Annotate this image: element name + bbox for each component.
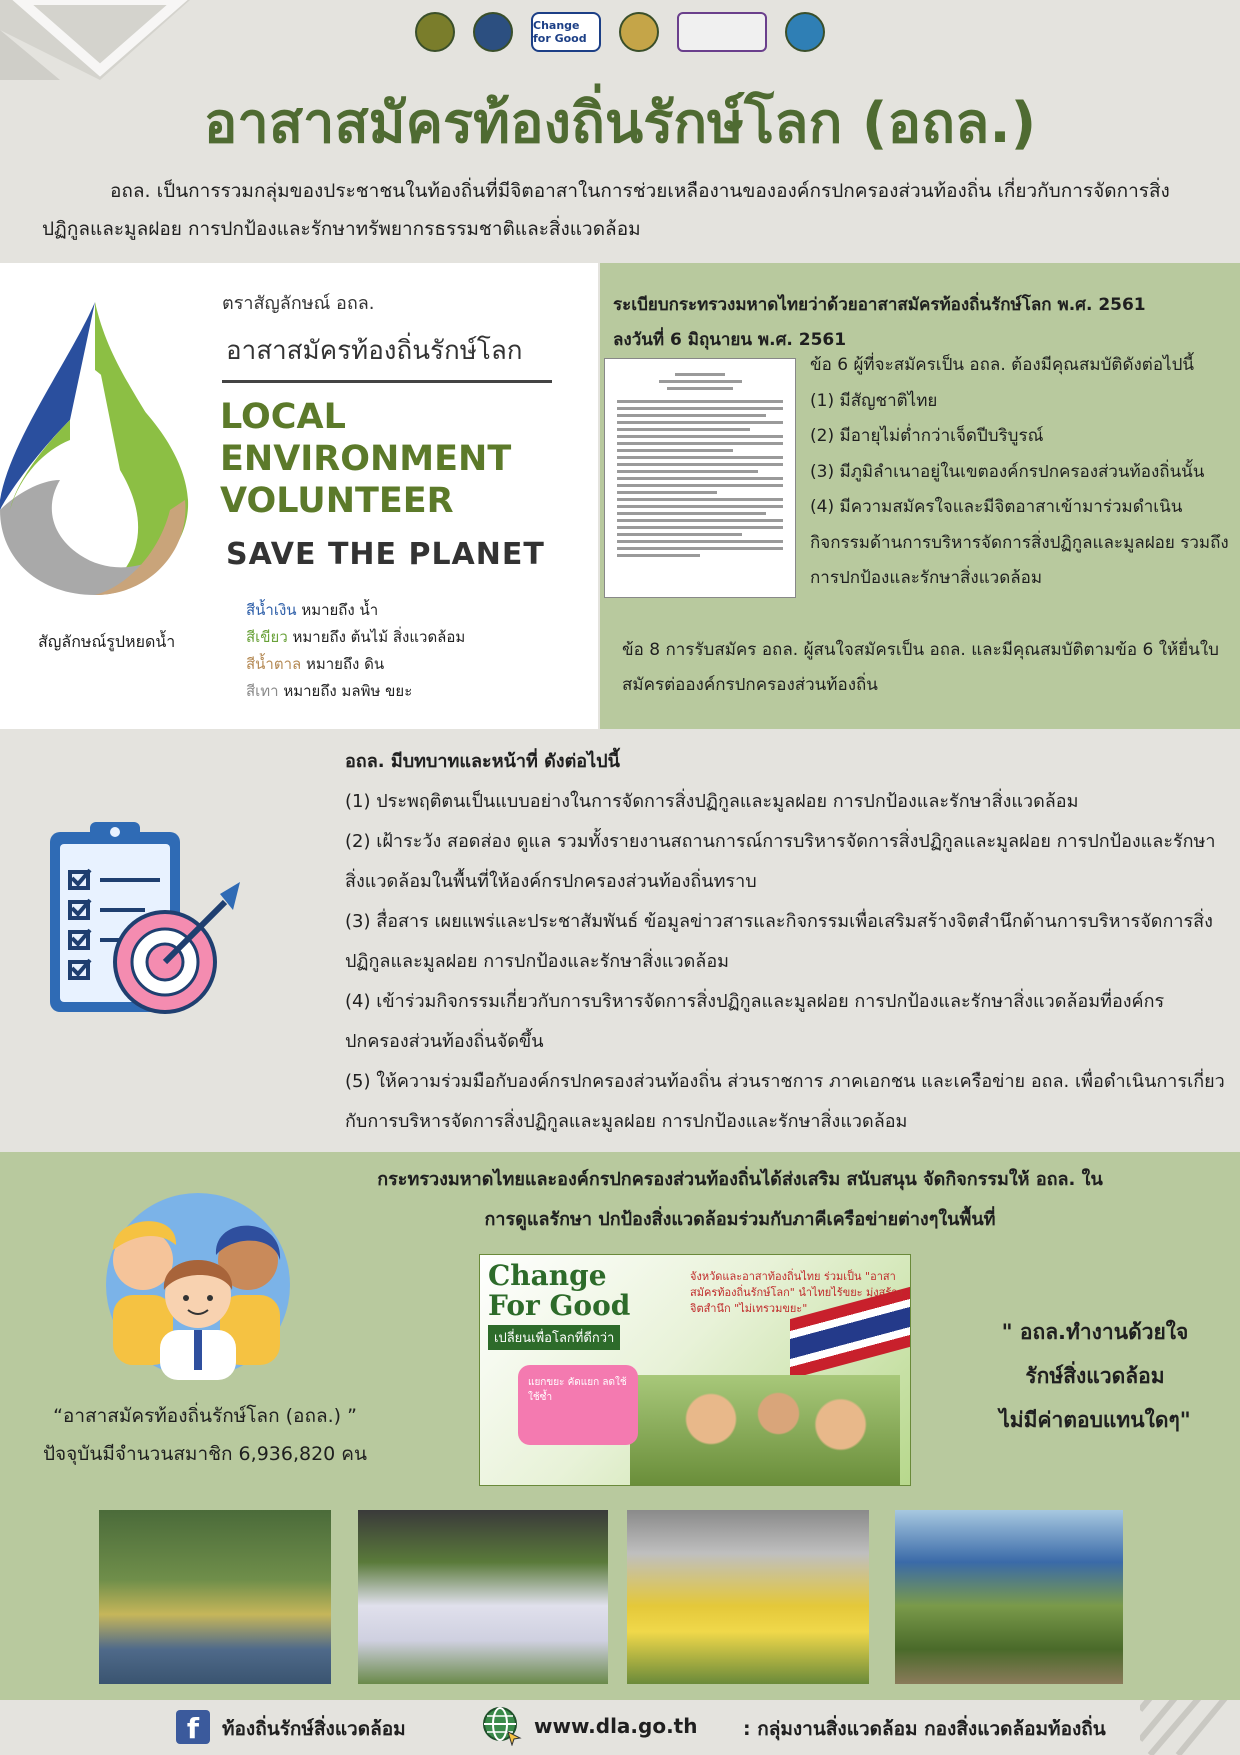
brand-english-line: LOCAL: [220, 397, 346, 437]
duties-heading: อถล. มีบทบาทและหน้าที่ ดังต่อไปนี้: [345, 751, 620, 772]
banner-brand-line: Change: [488, 1259, 607, 1292]
activity-photo-assembly: [627, 1510, 869, 1684]
banner-campaign-text: จังหวัดและอาสาท้องถิ่นไทย ร่วมเป็น "อาสาสมัครท้องถิ่นรักษ์โลก" นำไทยไร้ขยะ มุ่งสร้างจิตสำนึก "ไม่เทรวมขยะ": [690, 1270, 903, 1315]
legend-meaning: หมายถึง ต้นไม้ สิ่งแวดล้อม: [287, 628, 466, 646]
duty-item: (2) เฝ้าระวัง สอดส่อง ดูแล รวมทั้งรายงานสถานการณ์การบริหารจัดการสิ่งปฏิกูลและมูลฝอย การปกป้องและรักษาสิ่งแวดล้อมในพื้นที่ให้องค์กรปกครองส่วนท้องถิ่นทราบ: [345, 831, 1216, 892]
water-drop-logo-icon: [0, 300, 190, 600]
drop-caption: สัญลักษณ์รูปหยดน้ำ: [38, 632, 176, 651]
banner-brand: [488, 1261, 630, 1321]
page-title: อาสาสมัครท้องถิ่นรักษ์โลก (อถล.): [203, 91, 1037, 156]
intro-text: อถล. เป็นการรวมกลุ่มของประชาชนในท้องถิ่นที่มีจิตอาสาในการช่วยเหลืองานขององค์กรปกครองส่วนท้องถิ่น เกี่ยวกับการจัดการสิ่งปฏิกูลและมูลฝอย การปกป้องและรักษาทรัพยากรธรรมชาติและสิ่งแวดล้อม: [42, 180, 1170, 240]
legend-item: [246, 678, 465, 705]
members-title: “อาสาสมัครท้องถิ่นรักษ์โลก (อถล.) ”: [53, 1405, 357, 1427]
round-seal-icon: [785, 12, 825, 52]
brand-label: ตราสัญลักษณ์ อถล.: [222, 293, 375, 314]
brand-thai-name: อาสาสมัครท้องถิ่นรักษ์โลก: [226, 336, 523, 366]
facebook-icon[interactable]: f: [176, 1710, 210, 1744]
brand-english-name: [220, 396, 511, 522]
volunteer-quote: [965, 1310, 1225, 1442]
intro-paragraph: [42, 172, 1202, 248]
clause-6-item: (4) มีความสมัครใจและมีจิตอาสาเข้ามาร่วมดำเนินกิจกรรมด้านการบริหารจัดการสิ่งปฏิกูลและมูลฝอย รวมถึงการปกป้องและรักษาสิ่งแวดล้อม: [810, 497, 1229, 588]
brand-english-line: ENVIRONMENT: [220, 439, 512, 479]
department-banner-logo: [677, 12, 767, 52]
regulation-document-thumbnail: [604, 358, 796, 598]
legend-color-name: สีเทา: [246, 682, 279, 700]
banner-sticker: แยกขยะ คัดแยก ลดใช้ ใช้ซ้ำ: [518, 1365, 638, 1445]
legend-item: [246, 597, 465, 624]
duty-item: (1) ประพฤติตนเป็นแบบอย่างในการจัดการสิ่งปฏิกูลและมูลฝอย การปกป้องและรักษาสิ่งแวดล้อม: [345, 791, 1079, 812]
brand-divider: [222, 380, 552, 383]
website-link[interactable]: www.dla.go.th: [534, 1714, 698, 1738]
clause-6-item: (1) มีสัญชาติไทย: [810, 390, 938, 411]
activity-photo-canal-cleanup: [99, 1510, 331, 1684]
duty-item: (5) ให้ความร่วมมือกับองค์กรปกครองส่วนท้องถิ่น ส่วนราชการ ภาคเอกชน และเครือข่าย อถล. เพื่อดำเนินการเกี่ยวกับการบริหารจัดการสิ่งปฏิกูลและมูลฝอย การปกป้องและรักษาสิ่งแวดล้อม: [345, 1071, 1225, 1132]
anniversary-seal-icon: [619, 12, 659, 52]
volunteers-photo: [630, 1375, 900, 1485]
volunteers-group-icon: [98, 1190, 298, 1380]
activity-photo-students: [358, 1510, 608, 1684]
quote-line: รักษ์สิ่งแวดล้อม: [1025, 1364, 1165, 1388]
regulation-date-line: ลงวันที่ 6 มิถุนายน พ.ศ. 2561: [613, 330, 847, 350]
legend-meaning: หมายถึง มลพิษ ขยะ: [278, 682, 413, 700]
banner-brand-line: For Good: [488, 1289, 631, 1322]
emblem-icon: [473, 12, 513, 52]
legend-meaning: หมายถึง น้ำ: [296, 601, 379, 619]
quote-line: " อถล.ทำงานด้วยใจ: [1001, 1320, 1189, 1344]
legend-color-name: สีน้ำเงิน: [246, 601, 297, 619]
members-count: ปัจจุบันมีจำนวนสมาชิก 6,936,820 คน: [42, 1443, 367, 1465]
legend-color-name: สีเขียว: [246, 628, 288, 646]
clause-6-item: (3) มีภูมิลำเนาอยู่ในเขตองค์กรปกครองส่วนท้องถิ่นนั้น: [810, 461, 1205, 482]
brand-save-the-planet: SAVE THE PLANET: [226, 537, 545, 572]
clause-8: ข้อ 8 การรับสมัคร อถล. ผู้สนใจสมัครเป็น อถล. และมีคุณสมบัติตามข้อ 6 ให้ยื่นใบสมัครต่อองค์กรปกครองส่วนท้องถิ่น: [622, 640, 1219, 695]
clause-6: [810, 348, 1235, 597]
duty-item: (3) สื่อสาร เผยแพร่และประชาสัมพันธ์ ข้อมูลข่าวสารและกิจกรรมเพื่อเสริมสร้างจิตสำนึกด้านการบริหารจัดการสิ่งปฏิกูลและมูลฝอย การปกป้องและรักษาสิ่งแวดล้อม: [345, 911, 1213, 972]
legend-item: [246, 624, 465, 651]
quote-line: ไม่มีค่าตอบแทนใดๆ": [999, 1408, 1191, 1432]
legend-color-name: สีน้ำตาล: [246, 655, 302, 673]
support-text: กระทรวงมหาดไทยและองค์กรปกครองส่วนท้องถิ่นได้ส่งเสริม สนับสนุน จัดกิจกรรมให้ อถล. ในการดูแลรักษา ปกป้องสิ่งแวดล้อมร่วมกับภาคีเครือข่ายต่างๆในพื้นที่: [377, 1169, 1103, 1230]
legend-meaning: หมายถึง ดิน: [301, 655, 385, 673]
banner-tagline: เปลี่ยนเพื่อโลกที่ดีกว่า: [488, 1325, 620, 1350]
activity-photo-tree-planting: [895, 1510, 1123, 1684]
globe-icon[interactable]: [482, 1706, 522, 1746]
department-credit: : กลุ่มงานสิ่งแวดล้อม กองสิ่งแวดล้อมท้องถิ่น: [743, 1718, 1106, 1740]
clause-6-item: (2) มีอายุไม่ต่ำกว่าเจ็ดปีบริบูรณ์: [810, 426, 1044, 446]
seal-icon: [415, 12, 455, 52]
duty-item: (4) เข้าร่วมกิจกรรมเกี่ยวกับการบริหารจัดการสิ่งปฏิกูลและมูลฝอย การปกป้องและรักษาสิ่งแวดล้อมที่องค์กรปกครองส่วนท้องถิ่นจัดขึ้น: [345, 991, 1165, 1052]
members-info: [0, 1397, 410, 1473]
legend-item: [246, 651, 465, 678]
duties-list: [345, 742, 1225, 1142]
change-for-good-banner: [479, 1254, 911, 1486]
color-legend: [246, 597, 465, 705]
clipboard-target-icon: [45, 822, 245, 1022]
brand-english-line: VOLUNTEER: [220, 481, 454, 521]
regulation-title-line: ระเบียบกระทรวงมหาดไทยว่าด้วยอาสาสมัครท้องถิ่นรักษ์โลก พ.ศ. 2561: [613, 295, 1146, 315]
clause-6-heading: ข้อ 6 ผู้ที่จะสมัครเป็น อถล. ต้องมีคุณสมบัติดังต่อไปนี้: [810, 355, 1195, 375]
facebook-page-link[interactable]: ท้องถิ่นรักษ์สิ่งแวดล้อม: [222, 1718, 406, 1740]
logo-row: [0, 8, 1240, 56]
change-for-good-logo: Change for Good: [531, 12, 601, 52]
